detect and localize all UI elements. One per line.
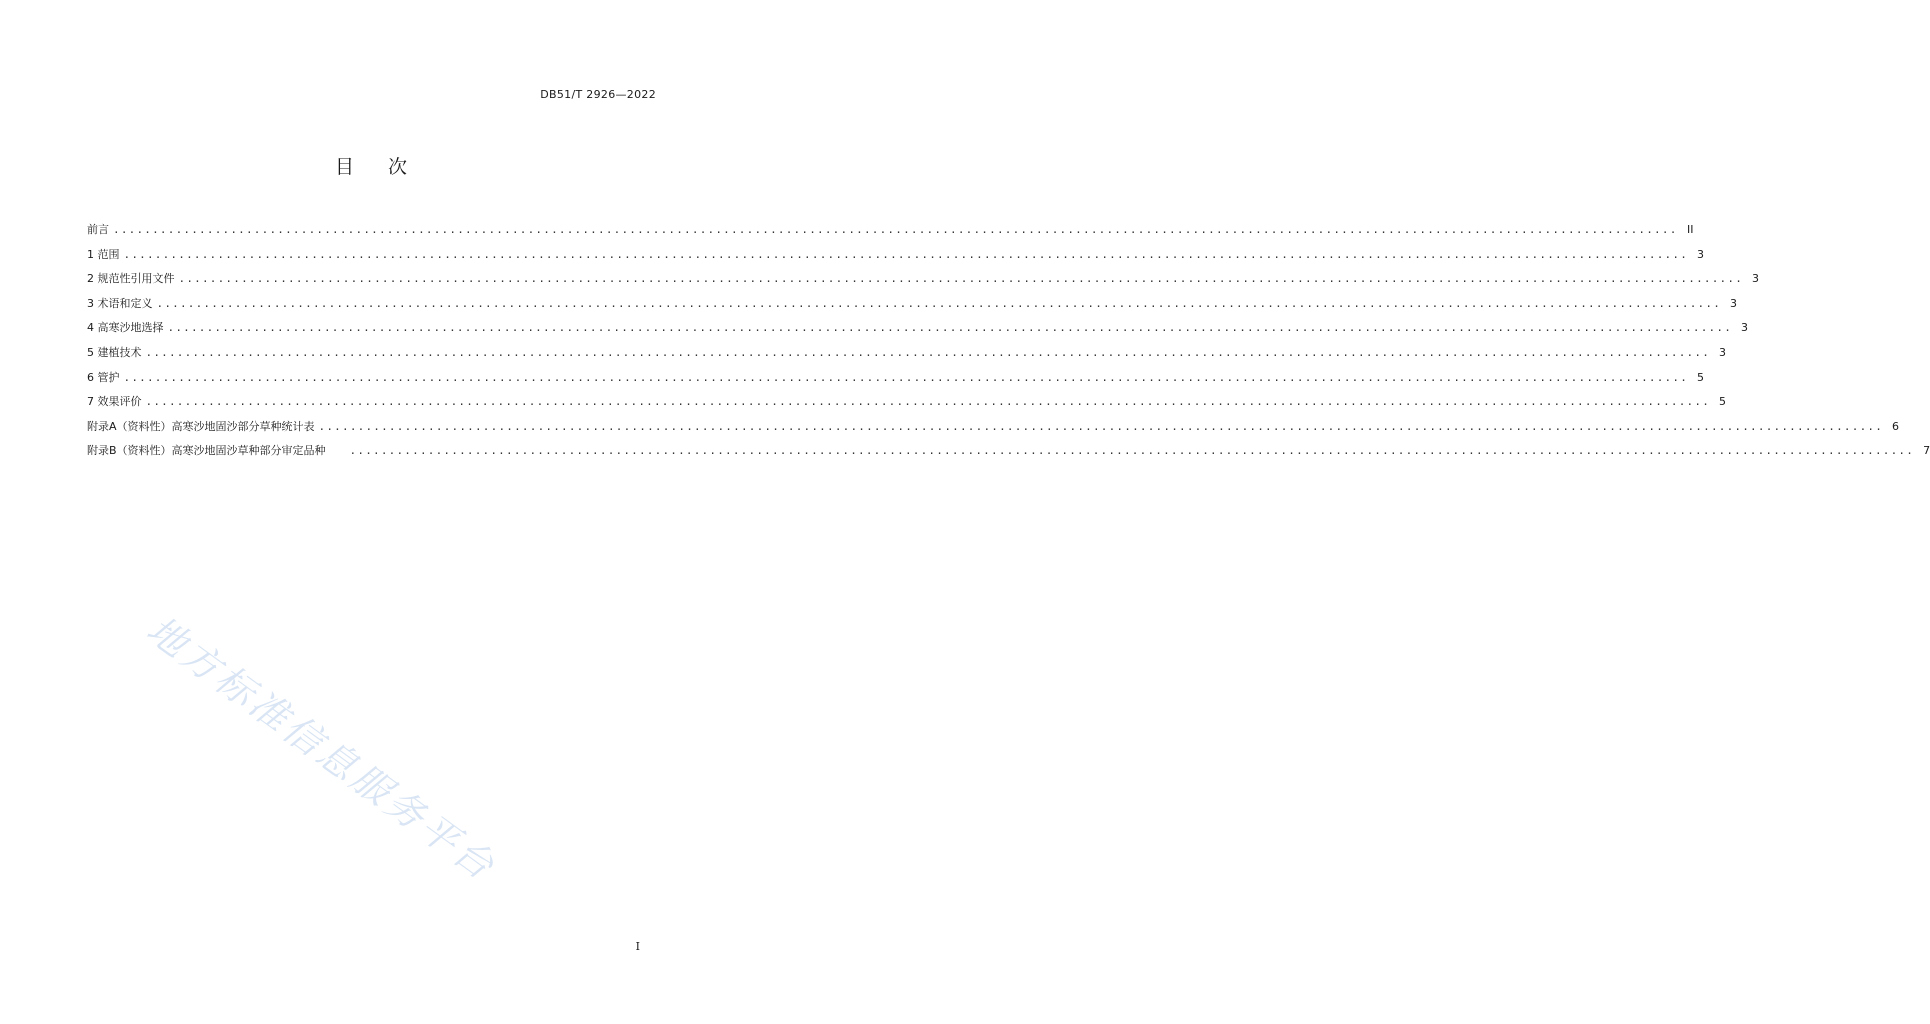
toc-leader-dots: ........................................................................................................................................................................................................ [167, 321, 1733, 335]
toc-entry-page: 3 [1741, 321, 1749, 335]
toc-entry-page: 7 [1923, 444, 1930, 458]
toc-leader-dots: ........................................................................................................................................................................................................ [145, 345, 1711, 359]
toc-entry-evaluation[interactable] [87, 390, 1727, 415]
toc-leader-dots: ........................................................................................................................................................................................................ [156, 296, 1722, 310]
toc-leader-dots: ........................................................................................................................................................................................................ [318, 419, 1884, 433]
toc-entry-label: 前言 [87, 223, 109, 236]
toc-entry-label: 6 管护 [87, 370, 120, 384]
toc-entry-label: 2 规范性引用文件 [87, 272, 175, 286]
toc-entry-page: 6 [1892, 419, 1900, 433]
toc-entry-label: 附录B（资料性）高寒沙地固沙草种部分审定品种 [87, 444, 326, 458]
toc-entry-label: 7 效果评价 [87, 395, 142, 409]
title-char-2: 次 [388, 156, 408, 178]
toc-entry-page: 3 [1730, 296, 1738, 310]
toc-entry-page: 3 [1697, 247, 1705, 261]
toc-leader-dots: ........................................................................................................................................................................................................ [145, 395, 1711, 409]
standard-code: DB51/T 2926—2022 [540, 88, 656, 101]
page-title [0, 152, 742, 179]
toc-entry-site-selection[interactable] [87, 316, 1749, 341]
toc-entry-page: 5 [1697, 370, 1705, 384]
title-char-1: 目 [334, 156, 354, 178]
toc-entry-appendix-b[interactable] [87, 439, 1930, 464]
toc-entry-label: 5 建植技术 [87, 345, 142, 359]
toc-leader-dots: ........................................................................................................................................................................................................ [123, 247, 1689, 261]
toc-entry-terms[interactable] [87, 292, 1738, 317]
toc-entry-label: 3 术语和定义 [87, 296, 153, 310]
toc-entry-planting[interactable] [87, 341, 1727, 366]
toc-leader-dots: ........................................................................................................................................................................................................ [349, 444, 1915, 458]
toc-leader-dots: ........................................................................................................................................................................................................ [113, 223, 1678, 236]
toc-entry-page: 3 [1752, 272, 1760, 286]
toc-entry-management[interactable] [87, 366, 1705, 391]
toc-entry-label: 附录A（资料性）高寒沙地固沙部分草种统计表 [87, 419, 315, 433]
watermark: 地方标准信息服务平台 [138, 607, 505, 890]
table-of-contents [87, 218, 1930, 464]
toc-entry-foreword[interactable] [87, 218, 1694, 243]
toc-entry-page: II [1687, 223, 1694, 236]
toc-entry-label: 4 高寒沙地选择 [87, 321, 164, 335]
page-number: I [635, 940, 640, 953]
toc-leader-dots: ........................................................................................................................................................................................................ [178, 272, 1744, 286]
toc-leader-dots: ........................................................................................................................................................................................................ [123, 370, 1689, 384]
toc-entry-appendix-a[interactable] [87, 415, 1900, 440]
toc-entry-page: 5 [1719, 395, 1727, 409]
toc-entry-label: 1 范围 [87, 247, 120, 261]
toc-entry-page: 3 [1719, 345, 1727, 359]
toc-entry-normative-references[interactable] [87, 267, 1760, 292]
toc-entry-scope[interactable] [87, 243, 1705, 268]
